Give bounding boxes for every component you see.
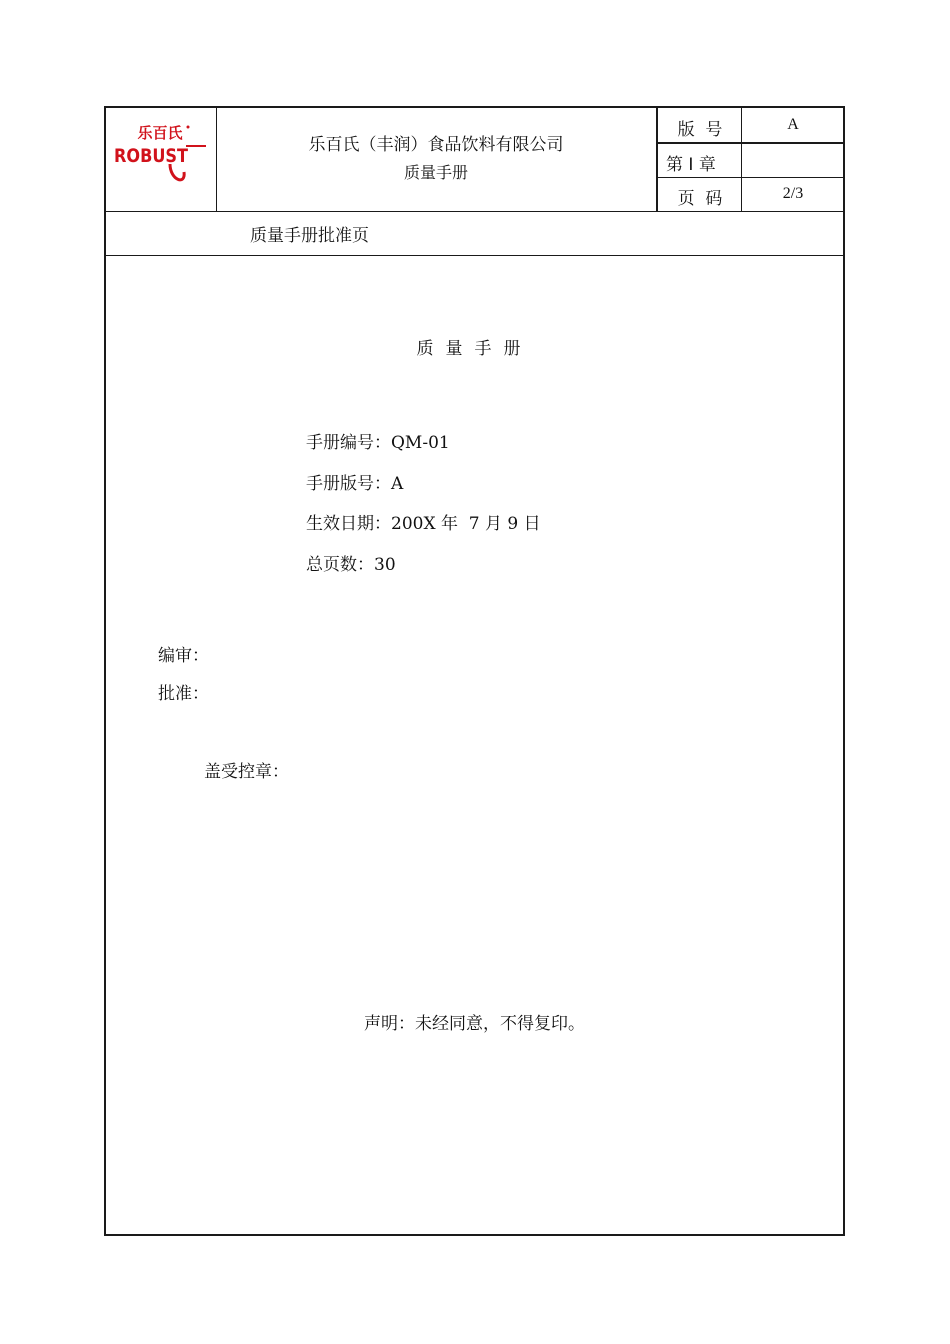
document-frame: [104, 106, 845, 1236]
meta-column-divider: [656, 106, 658, 212]
page-label: 页 码: [677, 189, 723, 209]
logo-cn-text: 乐百氏: [137, 124, 183, 142]
controlled-stamp-label: 盖受控章：: [204, 762, 289, 782]
page-title: 质量手册批准页: [250, 226, 369, 246]
effective-date: 生效日期：200X 年 7 月 9 日: [306, 514, 541, 534]
meta-row-divider-2: [656, 177, 845, 178]
manual-number: 手册编号：QM-01: [306, 433, 450, 453]
version-label: 版 号: [677, 120, 723, 140]
title-row-divider: [104, 255, 845, 256]
compile-label: 编审：: [158, 646, 209, 666]
meta-row-divider-1: [656, 142, 845, 144]
version-value: A: [787, 116, 799, 133]
manual-version: 手册版号：A: [306, 474, 404, 494]
document-title: 质量手册: [416, 339, 533, 359]
logo-en-text: ROBUST: [114, 145, 189, 167]
page-value: 2/3: [782, 185, 804, 202]
total-pages: 总页数：30: [306, 555, 396, 575]
copy-notice: 声明：未经同意，不得复印。: [364, 1014, 585, 1034]
manual-name: 质量手册: [403, 163, 468, 182]
logo-column-divider: [216, 106, 217, 212]
chapter-label: 第 I 章: [666, 155, 716, 175]
company-name: 乐百氏（丰润）食品饮料有限公司: [308, 135, 564, 155]
robust-logo: [112, 120, 208, 192]
approve-label: 批准：: [158, 684, 209, 704]
